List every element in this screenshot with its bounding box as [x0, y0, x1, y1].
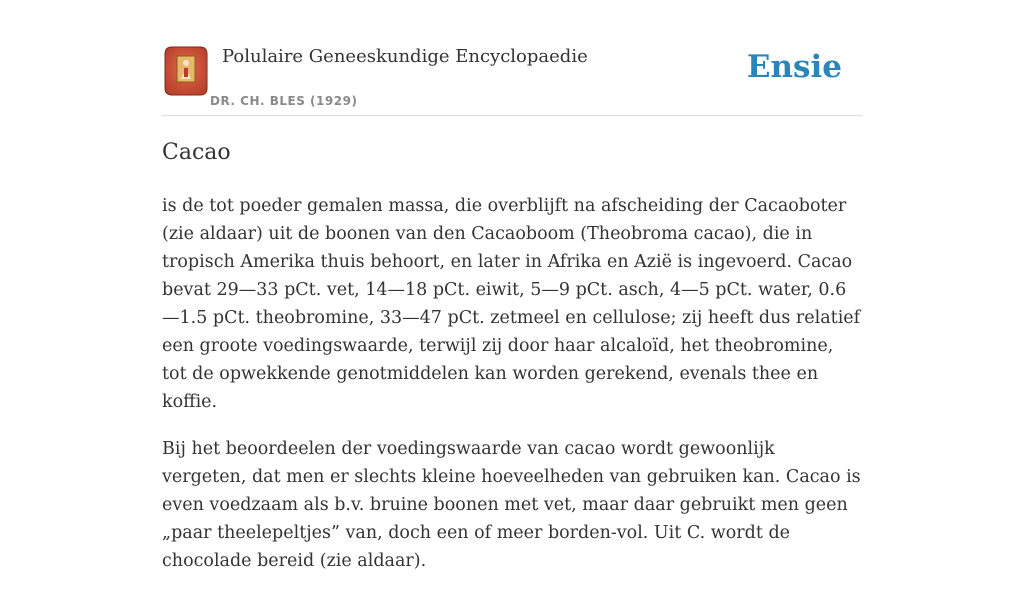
book-author: DR. CH. BLES (1929): [210, 94, 358, 108]
header: [162, 40, 862, 116]
paragraph: is de tot poeder gemalen massa, die overblijft na afscheiding der Cacaoboter (zie aldaar) uit de boonen van den Cacaoboom (Theobroma cacao), die in tropisch Amerika thuis behoort, en later in Afrika en Azië is ingevoerd. Cacao bevat 29—33 pCt. vet, 14—18 pCt. eiwit, 5—9 pCt. asch, 4—5 pCt. water, 0.6—1.5 pCt. theobromine, 33—47 pCt. zetmeel en cellulose; zij heeft dus relatief een groote voedingswaarde, terwijl zij door haar alcaloïd, het theobromine, tot de opwekkende genotmiddelen kan worden gerekend, evenals thee en koffie.: [162, 196, 861, 412]
entry-content: [162, 192, 862, 594]
paragraph: Bij het beoordeelen der voedingswaarde van cacao wordt gewoonlijk vergeten, dat men er slechts kleine hoeveelheden van gebruiken kan. Cacao is even voedzaam als b.v. bruine boonen met vet, maar daar gebruikt men geen „paar theelepeltjes” van, doch een of meer borden-vol. Uit C. wordt de chocolade bereid (zie aldaar).: [162, 439, 861, 571]
entry-title: Cacao: [162, 140, 231, 165]
book-title[interactable]: Polulaire Geneeskundige Encyclopaedie: [222, 46, 588, 67]
book-cover-icon[interactable]: [164, 46, 208, 96]
brand-logo[interactable]: Ensie: [746, 49, 842, 85]
